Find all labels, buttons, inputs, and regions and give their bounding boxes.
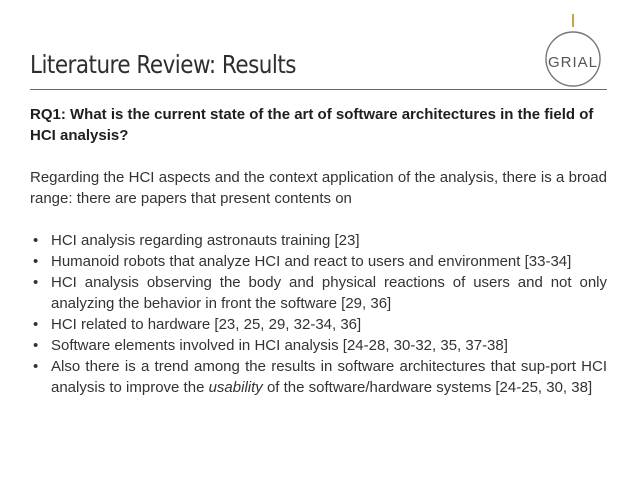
logo-circle-icon [538, 14, 608, 90]
intro-paragraph: Regarding the HCI aspects and the context application of the analysis, there is a broad range: there are papers that present contents on [30, 169, 607, 207]
grial-logo [538, 14, 608, 90]
list-item: • Software elements involved in HCI analysis [24-28, 30-32, 35, 37-38] [30, 335, 607, 356]
list-item-text: of the software/hardware systems [24-25, 30, 38] [262, 379, 593, 396]
list-item [30, 356, 607, 398]
bullet-list [30, 230, 607, 398]
research-question: RQ1: What is the current state of the art of software architectures in the field of HCI analysis? [30, 106, 594, 144]
usability-emphasis: usability [208, 379, 263, 396]
list-item: • HCI related to hardware [23, 25, 29, 32-34, 36] [30, 314, 607, 335]
list-item: • HCI analysis observing the body and physical reactions of users and not only analyzing the behavior in front the software [29, 36] [30, 272, 607, 314]
slide-body [30, 104, 607, 398]
list-item: • Humanoid robots that analyze HCI and react to users and environment [33-34] [30, 251, 607, 272]
list-item: • HCI analysis regarding astronauts training [23] [30, 230, 607, 251]
logo-text: GRIAL [547, 54, 598, 71]
list-item-text: Also there is a trend among the results in software architectures that sup-port HCI analysis to improve the [51, 358, 607, 396]
title-divider [30, 89, 607, 90]
slide-title: Literature Review: Results [30, 50, 296, 79]
